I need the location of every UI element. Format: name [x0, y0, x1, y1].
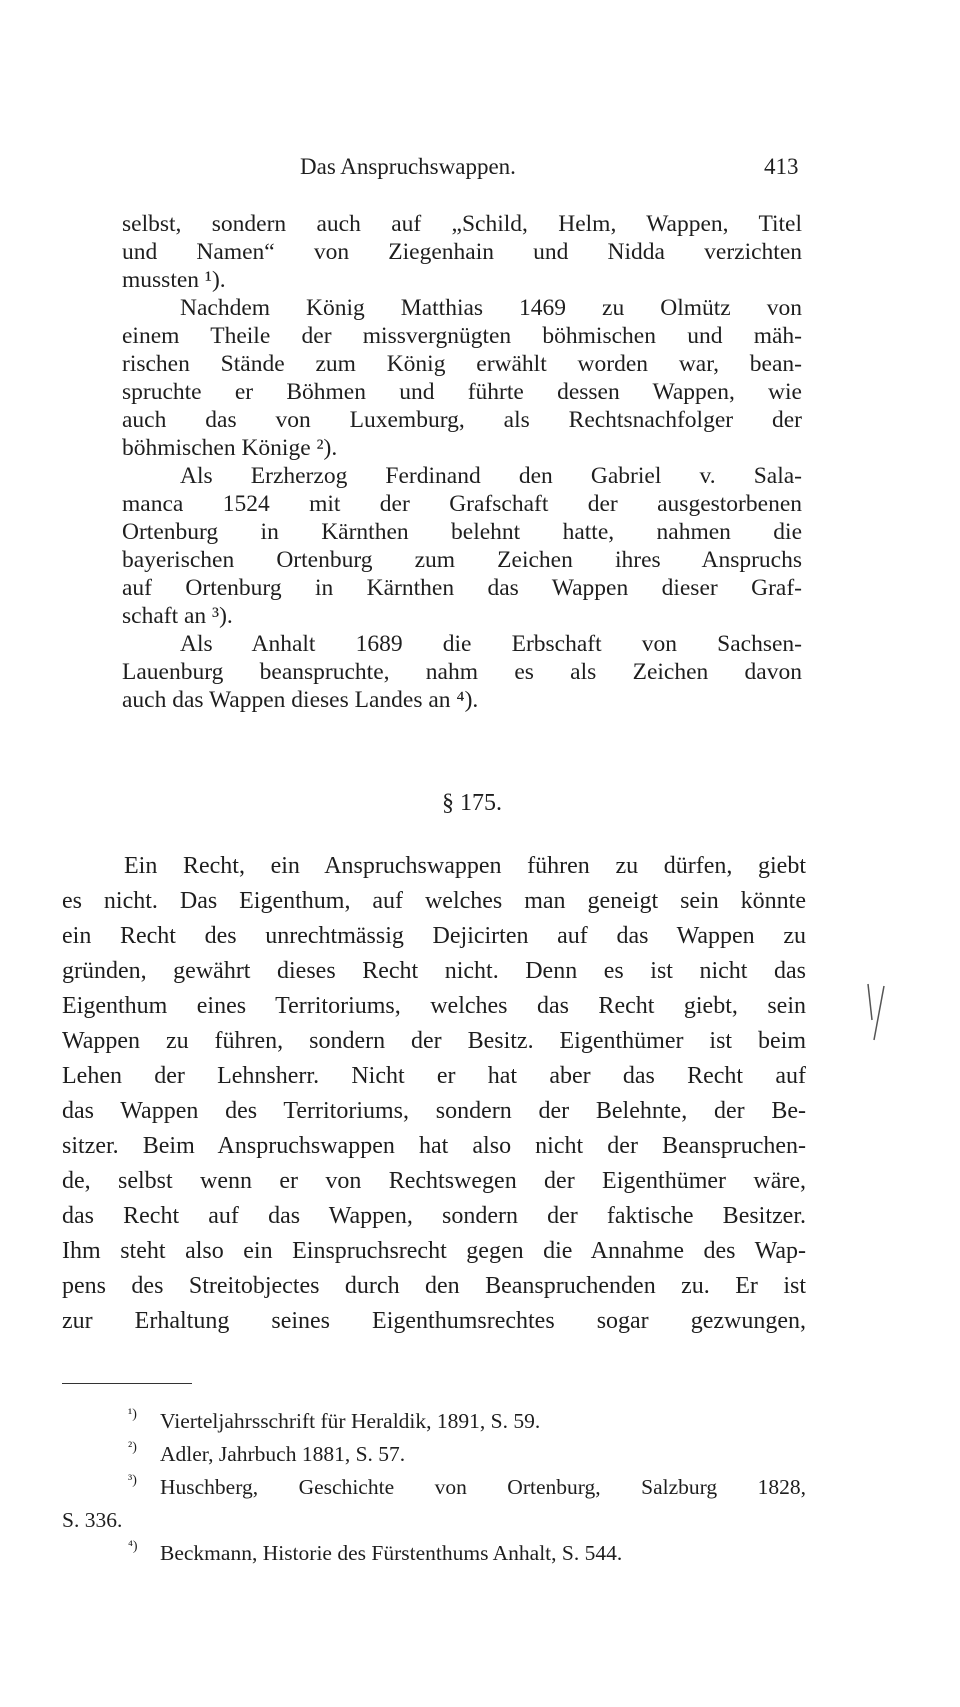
- footnote-text: Beckmann, Historie des Fürstenthums Anhalt, S. 544.: [160, 1541, 623, 1565]
- text-line: es nicht. Das Eigenthum, auf welches man geneigt sein könnte: [62, 888, 806, 914]
- page-number: 413: [764, 154, 799, 179]
- paragraph-start-line: Als Erzherzog Ferdinand den Gabriel v. Sala-: [180, 463, 802, 489]
- text-line: Lauenburg beanspruchte, nahm es als Zeichen davon: [122, 659, 802, 685]
- text-line: manca 1524 mit der Grafschaft der ausgestorbenen: [122, 491, 802, 517]
- text-line: Lehen der Lehnsherr. Nicht er hat aber das Recht auf: [62, 1063, 806, 1089]
- text-line: einem Theile der missvergnügten böhmischen und mäh-: [122, 323, 802, 349]
- text-line: sitzer. Beim Anspruchswappen hat also nicht der Beanspruchen-: [62, 1133, 806, 1159]
- footnote-text: Huschberg, Geschichte von Ortenburg, Salzburg 1828,: [160, 1475, 806, 1499]
- text-line: böhmischen Könige ²).: [122, 435, 338, 461]
- section-heading: [0, 790, 960, 817]
- paragraph-start-line: Als Anhalt 1689 die Erbschaft von Sachsen-: [180, 631, 802, 657]
- text-line: das Recht auf das Wappen, sondern der faktische Besitzer.: [62, 1203, 806, 1229]
- footnote-marker: ⁴): [128, 1539, 138, 1554]
- footnote-text: Vierteljahrsschrift für Heraldik, 1891, S. 59.: [160, 1409, 541, 1433]
- text-line: auch das Wappen dieses Landes an ⁴).: [122, 687, 479, 713]
- text-line: und Namen“ von Ziegenhain und Nidda verzichten: [122, 239, 802, 265]
- text-line: Ihm steht also ein Einspruchsrecht gegen die Annahme des Wap-: [62, 1238, 806, 1264]
- text-line: das Wappen des Territoriums, sondern der Belehnte, der Be-: [62, 1098, 806, 1124]
- text-line: rischen Stände zum König erwählt worden war, bean-: [122, 351, 802, 377]
- paragraph-start-line: Ein Recht, ein Anspruchswappen führen zu dürfen, giebt: [124, 853, 806, 879]
- text-line: Wappen zu führen, sondern der Besitz. Eigenthümer ist beim: [62, 1028, 806, 1054]
- footnote-text: S. 336.: [62, 1508, 123, 1532]
- footnote-marker: ³): [128, 1473, 137, 1488]
- text-line: de, selbst wenn er von Rechtswegen der Eigenthümer wäre,: [62, 1168, 806, 1194]
- text-line: auch das von Luxemburg, als Rechtsnachfolger der: [122, 407, 802, 433]
- footnote-1: [62, 1405, 806, 1438]
- footnote-3: [62, 1471, 806, 1504]
- footnote-3-continuation: [62, 1504, 806, 1537]
- text-line: schaft an ³).: [122, 603, 233, 629]
- text-line: gründen, gewährt dieses Recht nicht. Denn es ist nicht das: [62, 958, 806, 984]
- text-line: ein Recht des unrechtmässig Dejicirten auf das Wappen zu: [62, 923, 806, 949]
- footnote-4: [62, 1537, 806, 1570]
- text-line: Eigenthum eines Territoriums, welches das Recht giebt, sein: [62, 993, 806, 1019]
- footnote-marker: ¹): [128, 1407, 137, 1422]
- paragraph-start-line: Nachdem König Matthias 1469 zu Olmütz von: [180, 295, 802, 321]
- text-line: bayerischen Ortenburg zum Zeichen ihres Anspruchs: [122, 547, 802, 573]
- text-line: Ortenburg in Kärnthen belehnt hatte, nahmen die: [122, 519, 802, 545]
- running-header: [0, 150, 960, 186]
- footnote-2: [62, 1438, 806, 1471]
- footnote-text: Adler, Jahrbuch 1881, S. 57.: [160, 1442, 406, 1466]
- text-line: auf Ortenburg in Kärnthen das Wappen dieser Graf-: [122, 575, 802, 601]
- margin-pencil-mark-icon: [862, 980, 892, 1050]
- text-line: selbst, sondern auch auf „Schild, Helm, Wappen, Titel: [122, 211, 802, 237]
- text-line: mussten ¹).: [122, 267, 226, 293]
- footnotes: [62, 1405, 806, 1570]
- text-line: spruchte er Böhmen und führte dessen Wappen, wie: [122, 379, 802, 405]
- section-number: § 175.: [442, 790, 502, 816]
- text-line: zur Erhaltung seines Eigenthumsrechtes sogar gezwungen,: [62, 1308, 806, 1334]
- footnote-separator: [62, 1383, 192, 1384]
- footnote-marker: ²): [128, 1440, 137, 1455]
- running-title: Das Anspruchswappen.: [300, 154, 516, 179]
- text-line: pens des Streitobjectes durch den Beanspruchenden zu. Er ist: [62, 1273, 806, 1299]
